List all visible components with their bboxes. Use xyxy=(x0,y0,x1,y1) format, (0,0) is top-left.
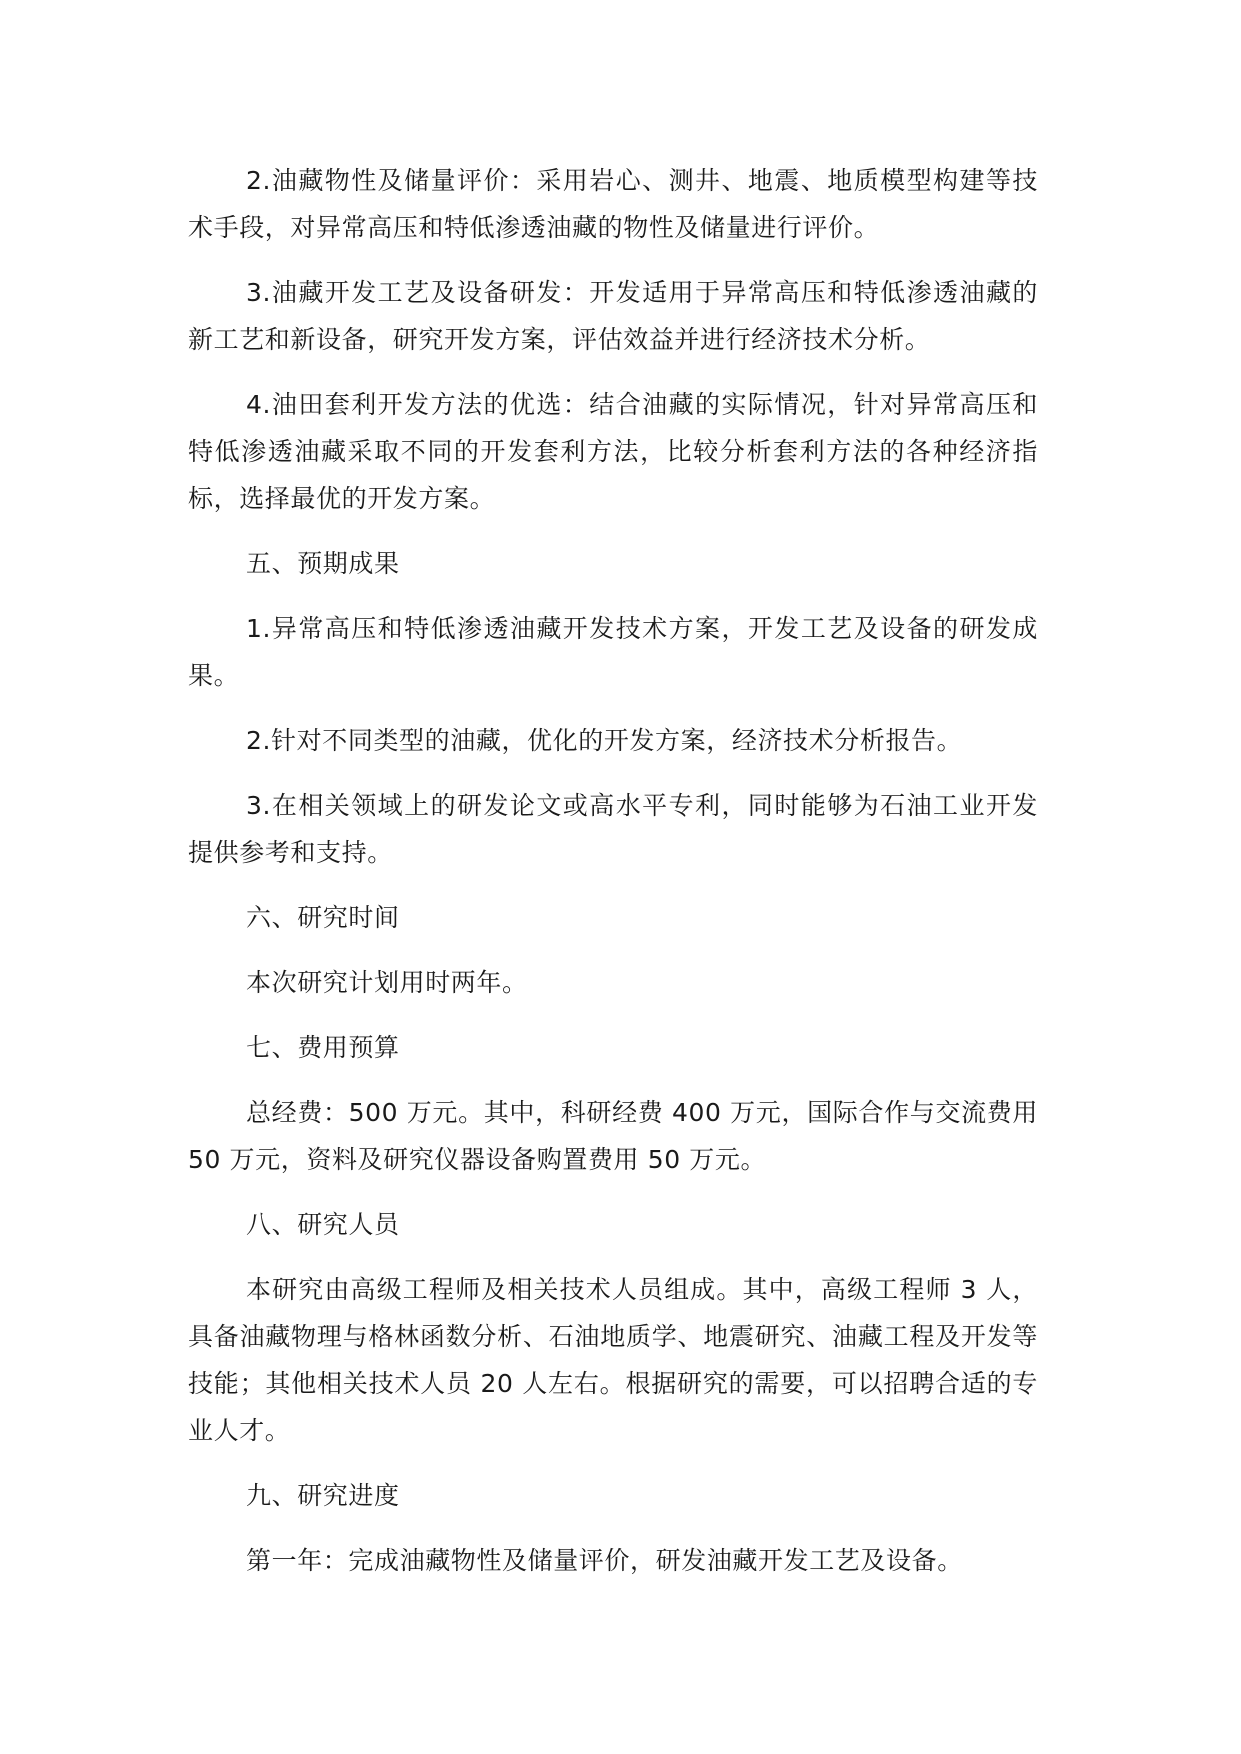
section-heading-expected-results: 五、预期成果 xyxy=(246,549,400,578)
paragraph-result-1: 1.异常高压和特低渗透油藏开发技术方案，开发工艺及设备的研发成果。 xyxy=(188,614,1038,690)
document-body xyxy=(188,157,1038,1602)
paragraph-personnel: 本研究由高级工程师及相关技术人员组成。其中，高级工程师 3 人，具备油藏物理与格林函数分析、石油地质学、地震研究、油藏工程及开发等技能；其他相关技术人员 20 人左右。根据研究的需要，可以招聘合适的专业人才。 xyxy=(188,1275,1038,1445)
paragraph-process-equipment: 3.油藏开发工艺及设备研发：开发适用于异常高压和特低渗透油藏的新工艺和新设备，研究开发方案，评估效益并进行经济技术分析。 xyxy=(188,278,1038,354)
paragraph-reserve-evaluation: 2.油藏物性及储量评价：采用岩心、测井、地震、地质模型构建等技术手段，对异常高压和特低渗透油藏的物性及储量进行评价。 xyxy=(188,166,1038,242)
section-heading-personnel: 八、研究人员 xyxy=(246,1210,400,1239)
paragraph-research-time: 本次研究计划用时两年。 xyxy=(246,968,528,997)
section-heading-schedule: 九、研究进度 xyxy=(246,1481,400,1510)
paragraph-budget: 总经费：500 万元。其中，科研经费 400 万元，国际合作与交流费用 50 万元，资料及研究仪器设备购置费用 50 万元。 xyxy=(188,1098,1038,1174)
paragraph-result-3: 3.在相关领域上的研发论文或高水平专利，同时能够为石油工业开发提供参考和支持。 xyxy=(188,791,1038,867)
paragraph-schedule-year-1: 第一年：完成油藏物性及储量评价，研发油藏开发工艺及设备。 xyxy=(246,1546,963,1575)
paragraph-result-2: 2.针对不同类型的油藏，优化的开发方案，经济技术分析报告。 xyxy=(246,726,963,755)
section-heading-budget: 七、费用预算 xyxy=(246,1033,400,1062)
paragraph-method-selection: 4.油田套利开发方法的优选：结合油藏的实际情况，针对异常高压和特低渗透油藏采取不同的开发套利方法，比较分析套利方法的各种经济指标，选择最优的开发方案。 xyxy=(188,390,1038,513)
section-heading-research-time: 六、研究时间 xyxy=(246,903,400,932)
